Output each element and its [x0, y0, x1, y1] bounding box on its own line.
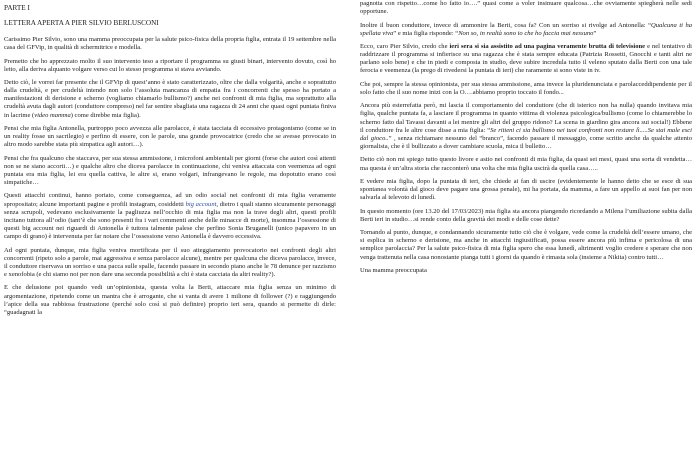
emphasis-text: video mamma: [34, 111, 71, 119]
paragraph: Pensi che fra qualcuno che staccava, per sua stessa ammissione, i microfoni ambientali per giorni (forse che autori così attenti non se ne siano accorti…) e qualche altro che diceva parolacce in continuazione, chi veniva attaccata con veemenza ad ogni puntata era mia figlia, lei era quella cattiva, le altre si, erano volgari, infrangevano le regole, ma dopotutto erano così simpatiche…: [4, 154, 336, 187]
paragraph: Questi attacchi continui, hanno portato, come conseguenza, ad un odio social nei confronti di mia figlia veramente spropositato; alcune importanti pagine e profili instagram, cosiddetti big account, dietro i quali stanno sicuramente personaggi senza scrupoli, vedevano esclusivamente la pagliuzza nell’occhio di mia figlia ma non la trave degli altri, questi profili incitano tuttora all’odio (tant’è che sono presenti fra i vari commenti anche delle minacce di morte), insomma l’ossessione di questi big account nei riguardi di Antonella è tuttora talmente palese che perfino Sonia Bruganelli (unico papavero in un campo di grano) è intervenuta per far notare che l’ossessione verso Antonella è davvero eccessiva.: [4, 192, 336, 241]
paragraph: E che delusione poi quando vedi un’opinionista, questa volta la Berti, attaccare mia figlia senza un minimo di argomentazione, ripetendo come un mantra che è arrogante, che si vanta di avere 1 milione di follower (?) e raggiungendo l’apice della sua rabbiosa frustrazione (perché solo così si può definire) proprio ieri sera, quando si permette di dirle: “guadagnati la: [4, 284, 336, 316]
paragraph: Premetto che ho apprezzato molto il suo intervento teso a riportare il programma su giusti binari, intervento dovuto, così ho letto, alla deriva alquanto volgare verso cui lo stesso programma si stava avviando.: [4, 57, 336, 73]
paragraph: Pensi che mia figlia Antonella, purtroppo poco avvezza alle parolacce, è stata tacciata di eccessivo protagonismo (come se in un reality fosse un sacrilegio) e perfino di essere, con le parole, una grande provocatrice (credo che se avesse provocato in altro modo sarebbe stata più simpatica agli autori…).: [4, 124, 336, 149]
paragraph: Inoltre il buon conduttore, invece di ammonire la Berti, cosa fa? Con un sorriso si rivolge ad Antonella: “Qualcuna ti ha spellata viva” e mia figlia risponde: “Non so, in realtà sono io che ho faccia mai nessuno”: [360, 21, 692, 37]
paragraph: Tornando al punto, dunque, e condannando sicuramente tutto ciò che è volgare, vede come la crudeltà dell’essere umano, che si esplica in scherno e derisione, ma anche in attacchi ingiustificati, possa essere ancora più infima e pericolosa di una semplice parolaccia? Per la salute psico-fisica di mia figlia spero che essa lunedì, altrimenti voglio credere e sperare che non venga trattenuta nella casa nonostante pianga tutti i giorni da quando è rimasta sola (insieme a Nikita) contro tutti…: [360, 229, 692, 261]
signature: Una mamma preoccupata: [360, 266, 427, 274]
paragraph: Ancora più esterrefatta però, mi lascia il comportamento del conduttore (che di isterico non ha nulla) quando invitava mia figlia, qualche puntata fa, a lasciare il programma in quanto vittima di violenza psicologica/bullismo (come lo chiamerebbe lo scherno fatto dal Tavassi davanti a lei mentre gli altri del gruppo ridono? La scena in giardino gira ancora sui social!) Ebbene il conduttore fra le altre cose disse a mia figlia: “Se ritieni ci sia bullismo nei tuoi confronti non restare lì.....Se stai male esci dal gioco..” , senza richiamare nessuno del “branco”, facendo passare il messaggio, come scritto anche da qualche attento giornalista, che è il bullizzato a dover cambiare scuola, mica il bulletto…: [360, 102, 692, 151]
right-column: [360, 0, 692, 460]
letter-title: LETTERA APERTA A PIER SILVIO BERLUSCONI: [4, 19, 159, 27]
quote-text: Qualcuna ti ha spellata viva: [360, 21, 692, 37]
paragraph: Ad ogni puntata, dunque, mia figlia veniva mortificata per il suo atteggiamento provocatorio nei confronti degli altri concorrenti (ripeto solo a parole, mai aggressiva e senza parolacce alcune), mentre per qualcuna che diceva parolacce, invece, il conduttore riservava un sorriso e una pacca sulle spalle, facendo passare in secondo piano anche le 78 denunce per razzismo e xenofobia (e chi siamo noi per non dare una seconda possibilità a chi è stata cacciata da altri reality?).: [4, 246, 336, 279]
emphasis-text: big account: [185, 200, 217, 208]
section-label: PARTE I: [4, 4, 30, 12]
quote-text: Se ritieni ci sia bullismo nei tuoi confronti non restare lì.....Se stai male esci dal gioco..: [360, 126, 692, 142]
paragraph: Detto ciò, le vorrei far presente che il GFVip di quest’anno è stato caratterizzato, oltre che dalla volgarità, anche e soprattutto dalla crudeltà, e per crudeltà intendo non solo l’assoluta mancanza di empatia fra i concorrenti che spesso ha portato a manifestazioni di derisione e scherno (vogliamo chiamarlo bullismo?) anche nei confronti di mia figlia, ma soprattutto alla crudeltà avuta dagli autori (conduttore compreso) nel far sentire sbagliata una ragazza di 24 anni che quasi ogni puntata finiva in lacrime (video mamma) come direbbe mia figlia).: [4, 79, 336, 119]
left-column: [4, 0, 336, 460]
paragraph: Detto ciò non mi spiego tutto questo livore e astio nei confronti di mia figlia, da quasi sei mesi, quasi una sorta di vendetta…ma questa è un’altra storia che racconterò una volta che mia figlia uscirà da quella casa…..: [360, 156, 692, 172]
paragraph: Carissimo Pier Silvio, sono una mamma preoccupata per la salute psico-fisica della propria figlia, entrata il 19 settembre nella casa del GFVip, in qualità di schermitrice e modella.: [4, 36, 336, 52]
quote-text: Non so, in realtà sono io che ho faccia mai nessuno: [458, 29, 594, 37]
paragraph: In questo momento (ore 13.20 del 17/03/2023) mia figlia sta ancora piangendo ricordando a Milena l’umiliazione subita dalla Berti ieri in studio…si rende conto della gravità dei modi e delle cose dette?: [360, 207, 692, 223]
paragraph: Ecco, caro Pier Silvio, credo che ieri sera si sia assistito ad una pagina veramente brutta di televisione e nel tentativo di raddrizzare il programma si infierisce su una ragazza che è stata sempre educata (Patrizia Rossetti, Gnocchi e tanti altri ne parlano solo bene) e che in piedi e composta in studio, deve subire incredula tutto il veleno sputato dalla Berti con una tale ferocia e veemenza (la prego di rivedersi la puntata di ieri) che raramente si sono viste in tv.: [360, 43, 692, 75]
paragraph: Che poi, sempre la stessa opinionista, per sua stessa ammissione, ama invece la pluridenunciata e parolacceddipendente per il solo fatto che il suo nome inizi con la O….abbiamo proprio toccato il fondo...: [360, 80, 692, 96]
paragraph: pagnotta con rispetto…come ho fatto io….” quasi come a voler insinuare qualcosa…che ovviamente spiegherà nelle sedi opportune.: [360, 0, 692, 16]
bold-text: ieri sera si sia assistito ad una pagina veramente brutta di televisione: [449, 43, 646, 50]
paragraph: E vedere mia figlia, dopo la puntata di ieri, che chiede ai fan di uscire (evidentemente le hanno detto che se esce di sua spontanea volontà dal gioco deve pagare una grossa penale), mi ha portata, da mamma, a fare un appello ai suoi fan per non salvarla al televoto di lunedì.: [360, 177, 692, 202]
